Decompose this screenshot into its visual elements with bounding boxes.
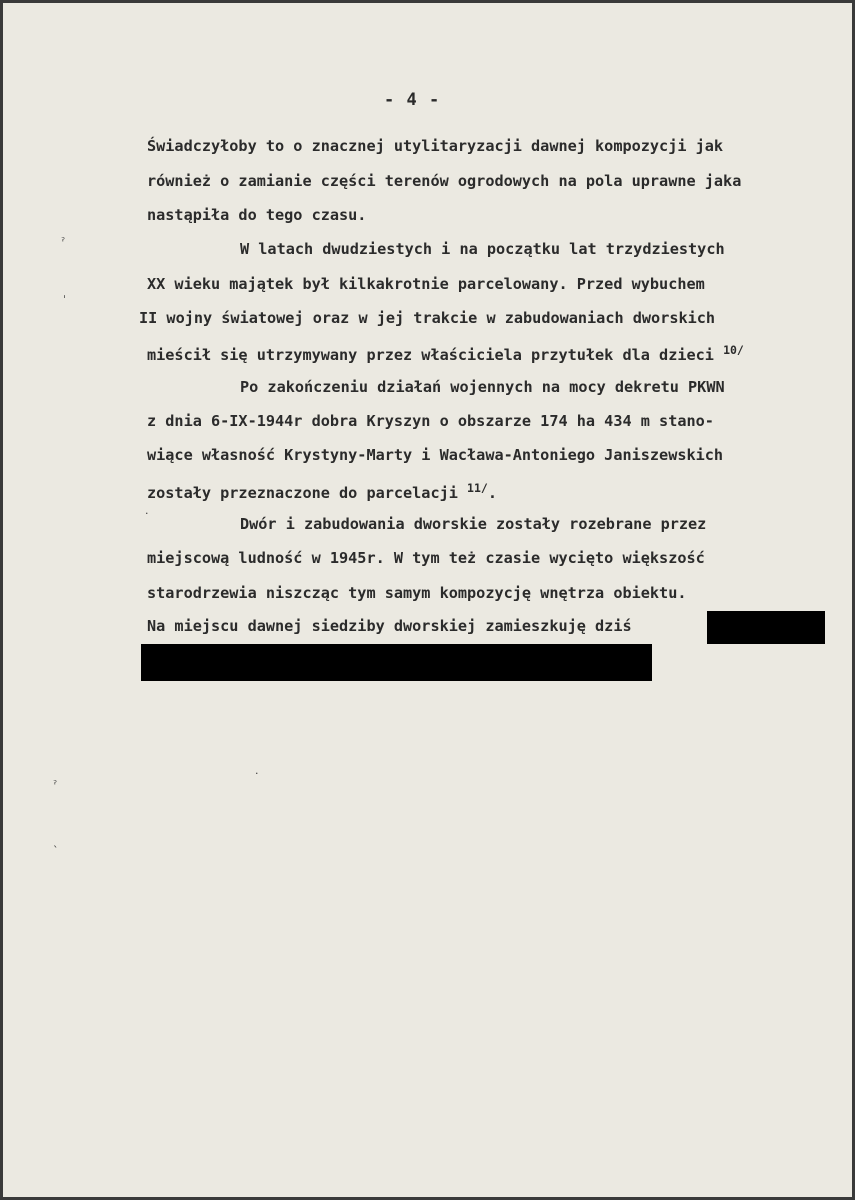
redaction-block-1 (707, 611, 825, 644)
redaction-block-2 (141, 644, 652, 681)
text-line-11-body: zostały przeznaczone do parcelacji (147, 484, 458, 503)
text-line-7-body: mieścił się utrzymywany przez właściciela przytułek dla dzieci (147, 346, 714, 365)
page-number: - 4 - (384, 90, 441, 110)
text-line-5: XX wieku majątek był kilkakrotnie parcelowany. Przed wybuchem (147, 275, 705, 293)
text-line-3: nastąpiła do tego czasu. (147, 206, 367, 224)
text-line-10: wiące własność Krystyny-Marty i Wacława-Antoniego Janiszewskich (147, 446, 724, 464)
scan-mark-6: ˎ (53, 835, 59, 848)
text-line-2: również o zamianie części terenów ogrodowych na pola uprawne jaka (147, 172, 742, 190)
scan-mark-1: ˀ (61, 235, 66, 248)
text-line-9: z dnia 6-IX-1944r dobra Kryszyn o obszarze 174 ha 434 m stano- (147, 412, 714, 430)
text-line-6: II wojny światowej oraz w jej trakcie w zabudowaniach dworskich (139, 309, 716, 327)
text-line-7 (147, 345, 744, 363)
text-line-11 (147, 483, 497, 501)
text-line-12: Dwór i zabudowania dworskie zostały rozebrane przez (240, 515, 707, 533)
sentence-period: . (487, 484, 497, 503)
scan-mark-3: · (145, 507, 149, 520)
text-line-13: miejscową ludność w 1945r. W tym też czasie wycięto większość (147, 549, 705, 567)
footnote-ref-10: 10/ (723, 343, 744, 357)
scan-mark-2: ˈ (63, 293, 67, 306)
text-line-4: W latach dwudziestych i na początku lat trzydziestych (240, 240, 725, 258)
text-line-8: Po zakończeniu działań wojennych na mocy dekretu PKWN (240, 378, 725, 396)
scan-mark-5: ˀ (53, 778, 58, 791)
text-line-14: starodrzewia niszcząc tym samym kompozycję wnętrza obiektu. (147, 584, 687, 602)
scan-mark-4: · (255, 767, 259, 780)
text-line-1: Świadczyłoby to o znacznej utylitaryzacji dawnej kompozycji jak (147, 137, 724, 155)
text-line-15: Na miejscu dawnej siedziby dworskiej zamieszkuję dziś (147, 617, 632, 635)
footnote-ref-11: 11/ (467, 481, 488, 495)
